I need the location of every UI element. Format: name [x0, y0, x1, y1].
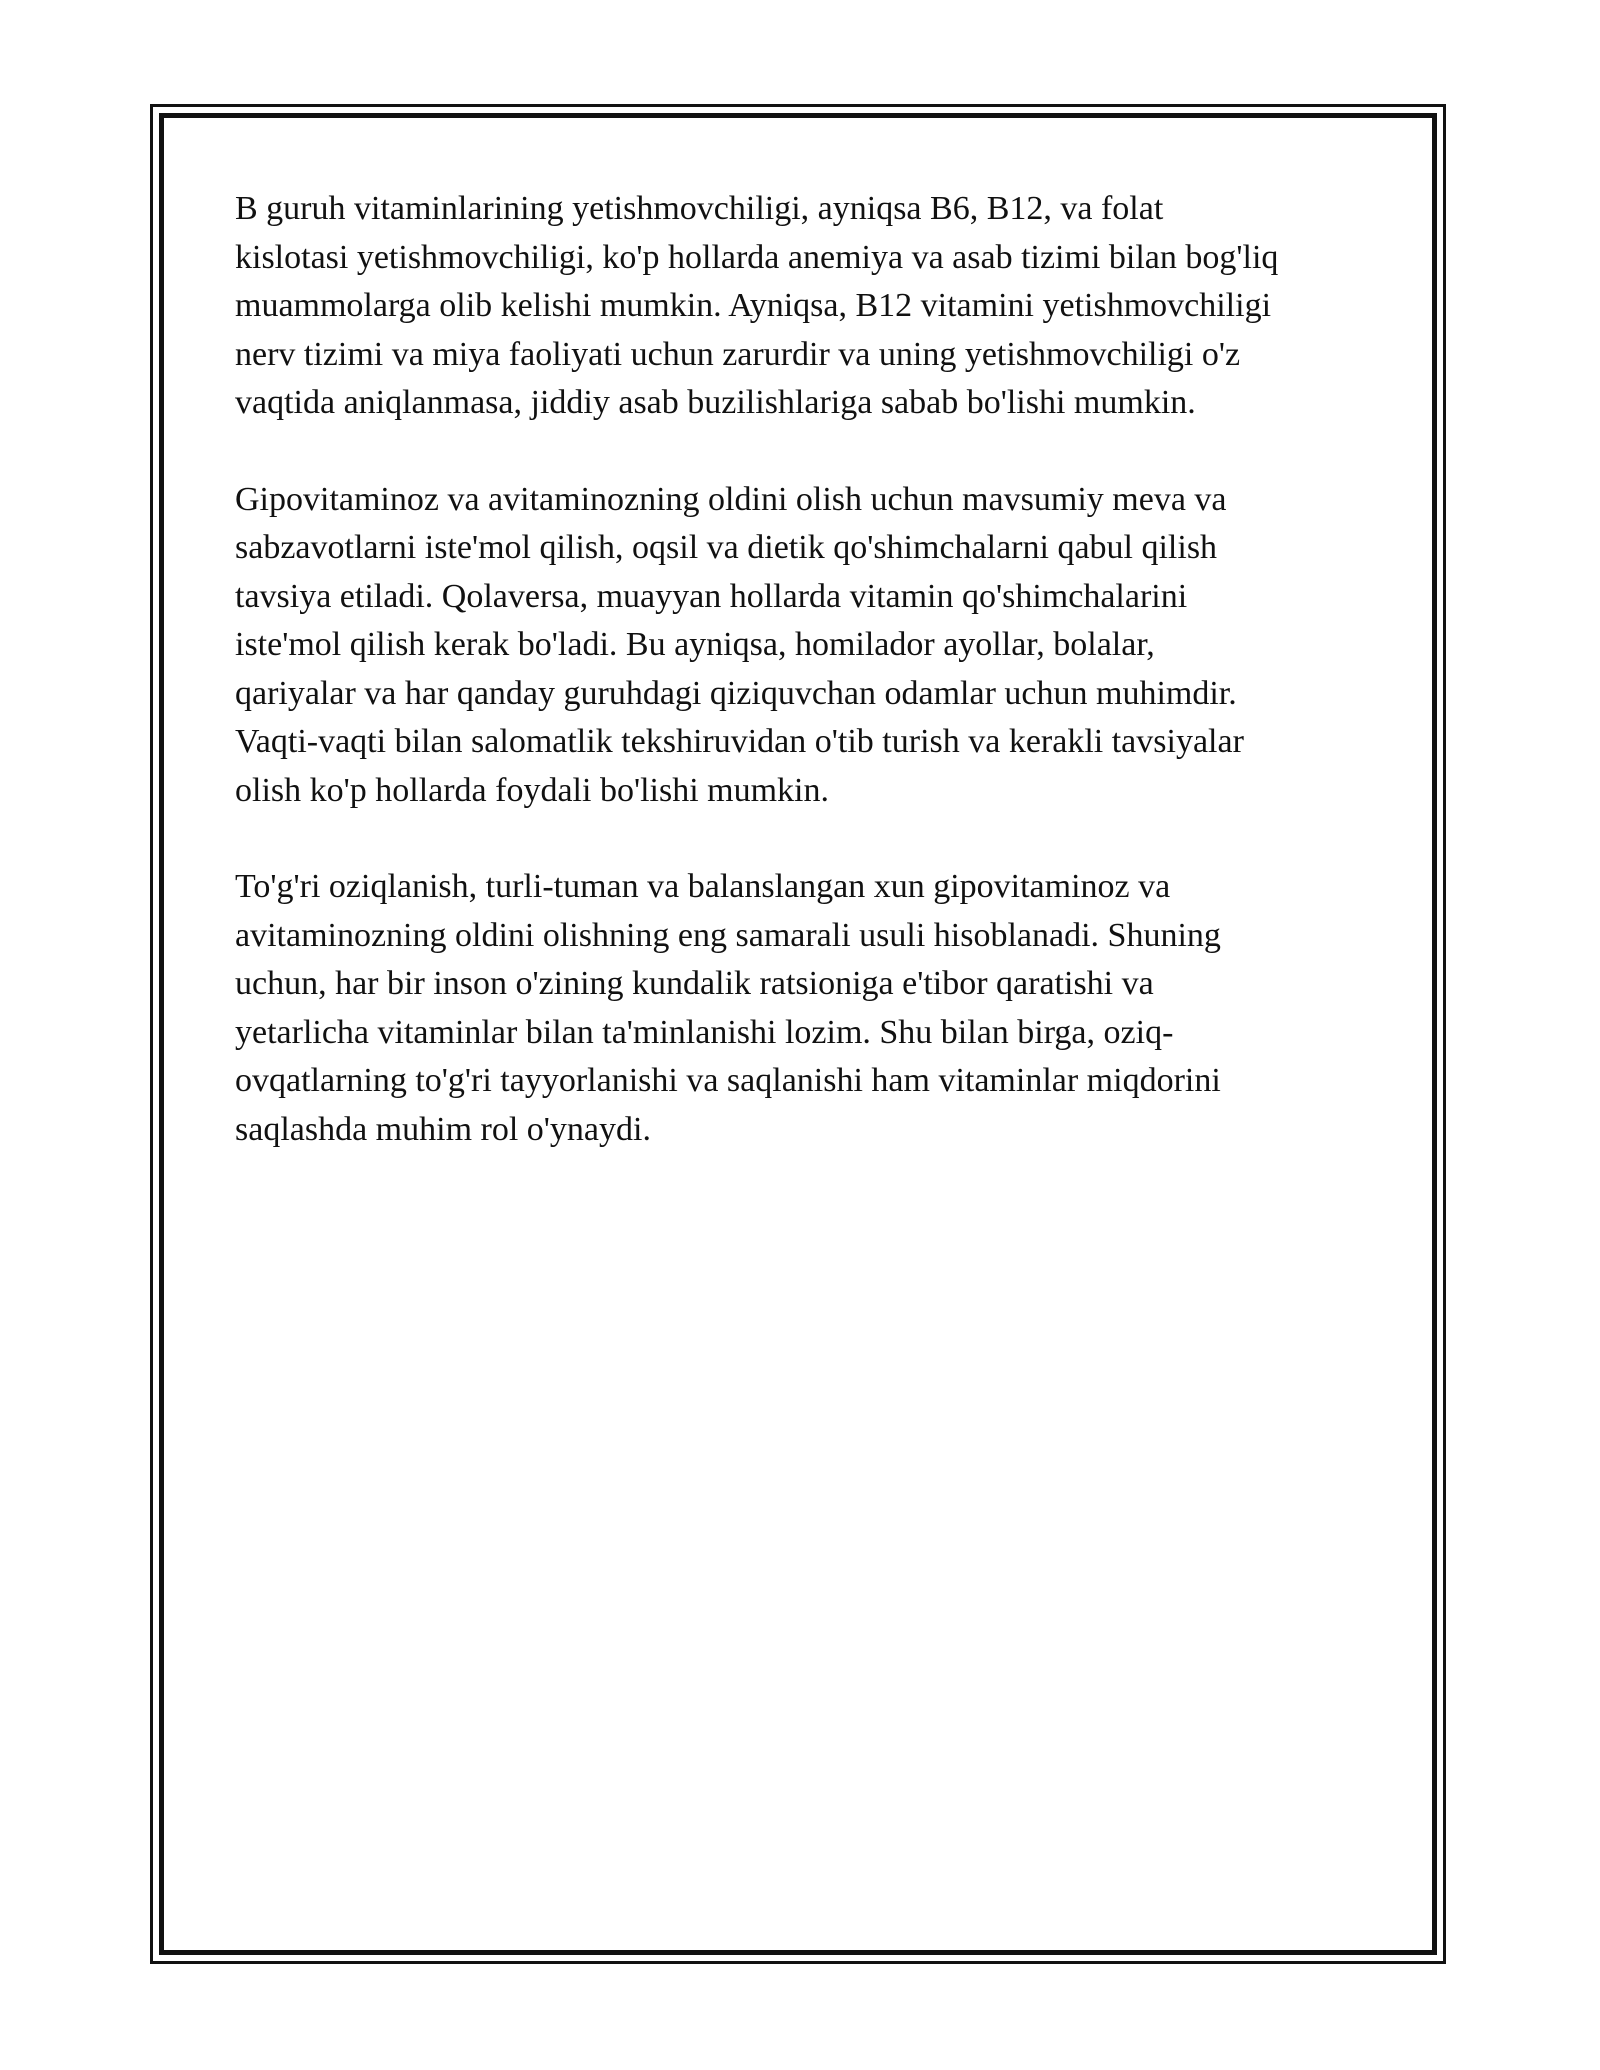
text-line: yetarlicha vitaminlar bilan ta'minlanishi lozim. Shu bilan birga, oziq-: [235, 1013, 1174, 1051]
text-line: nerv tizimi va miya faoliyati uchun zarurdir va uning yetishmovchiligi o'z: [235, 335, 1241, 373]
paragraph-1: [235, 185, 1375, 428]
text-line: B guruh vitaminlarining yetishmovchiligi, ayniqsa B6, B12, va folat: [235, 190, 1164, 227]
text-line: To'g'ri oziqlanish, turli-tuman va balanslangan xun gipovitaminoz va: [235, 868, 1171, 905]
text-line: uchun, har bir inson o'zining kundalik ratsioniga e'tibor qaratishi va: [235, 965, 1154, 1002]
paragraph-3: [235, 863, 1375, 1154]
text-line: vaqtida aniqlanmasa, jiddiy asab buzilishlariga sabab bo'lishi mumkin.: [235, 384, 1196, 421]
text-line: kislotasi yetishmovchiligi, ko'p hollarda anemiya va asab tizimi bilan bog'liq: [235, 238, 1279, 276]
text-line: Vaqti-vaqti bilan salomatlik tekshiruvidan o'tib turish va kerakli tavsiyalar: [235, 723, 1244, 760]
text-line: Gipovitaminoz va avitaminozning oldini olish uchun mavsumiy meva va: [235, 480, 1227, 518]
document-body: [235, 185, 1375, 1202]
text-line: olish ko'p hollarda foydali bo'lishi mumkin.: [235, 771, 829, 809]
text-line: avitaminozning oldini olishning eng samarali usuli hisoblanadi. Shuning: [235, 916, 1221, 954]
text-line: saqlashda muhim rol o'ynaydi.: [235, 1110, 651, 1148]
text-line: iste'mol qilish kerak bo'ladi. Bu ayniqsa, homilador ayollar, bolalar,: [235, 626, 1155, 663]
text-line: muammolarga olib kelishi mumkin. Ayniqsa, B12 vitamini yetishmovchiligi: [235, 287, 1272, 324]
text-line: qariyalar va har qanday guruhdagi qiziquvchan odamlar uchun muhimdir.: [235, 674, 1237, 712]
paragraph-2: [235, 476, 1375, 816]
text-line: ovqatlarning to'g'ri tayyorlanishi va saqlanishi ham vitaminlar miqdorini: [235, 1062, 1221, 1099]
text-line: sabzavotlarni iste'mol qilish, oqsil va dietik qo'shimchalarni qabul qilish: [235, 529, 1218, 566]
text-line: tavsiya etiladi. Qolaversa, muayyan hollarda vitamin qo'shimchalarini: [235, 577, 1188, 615]
